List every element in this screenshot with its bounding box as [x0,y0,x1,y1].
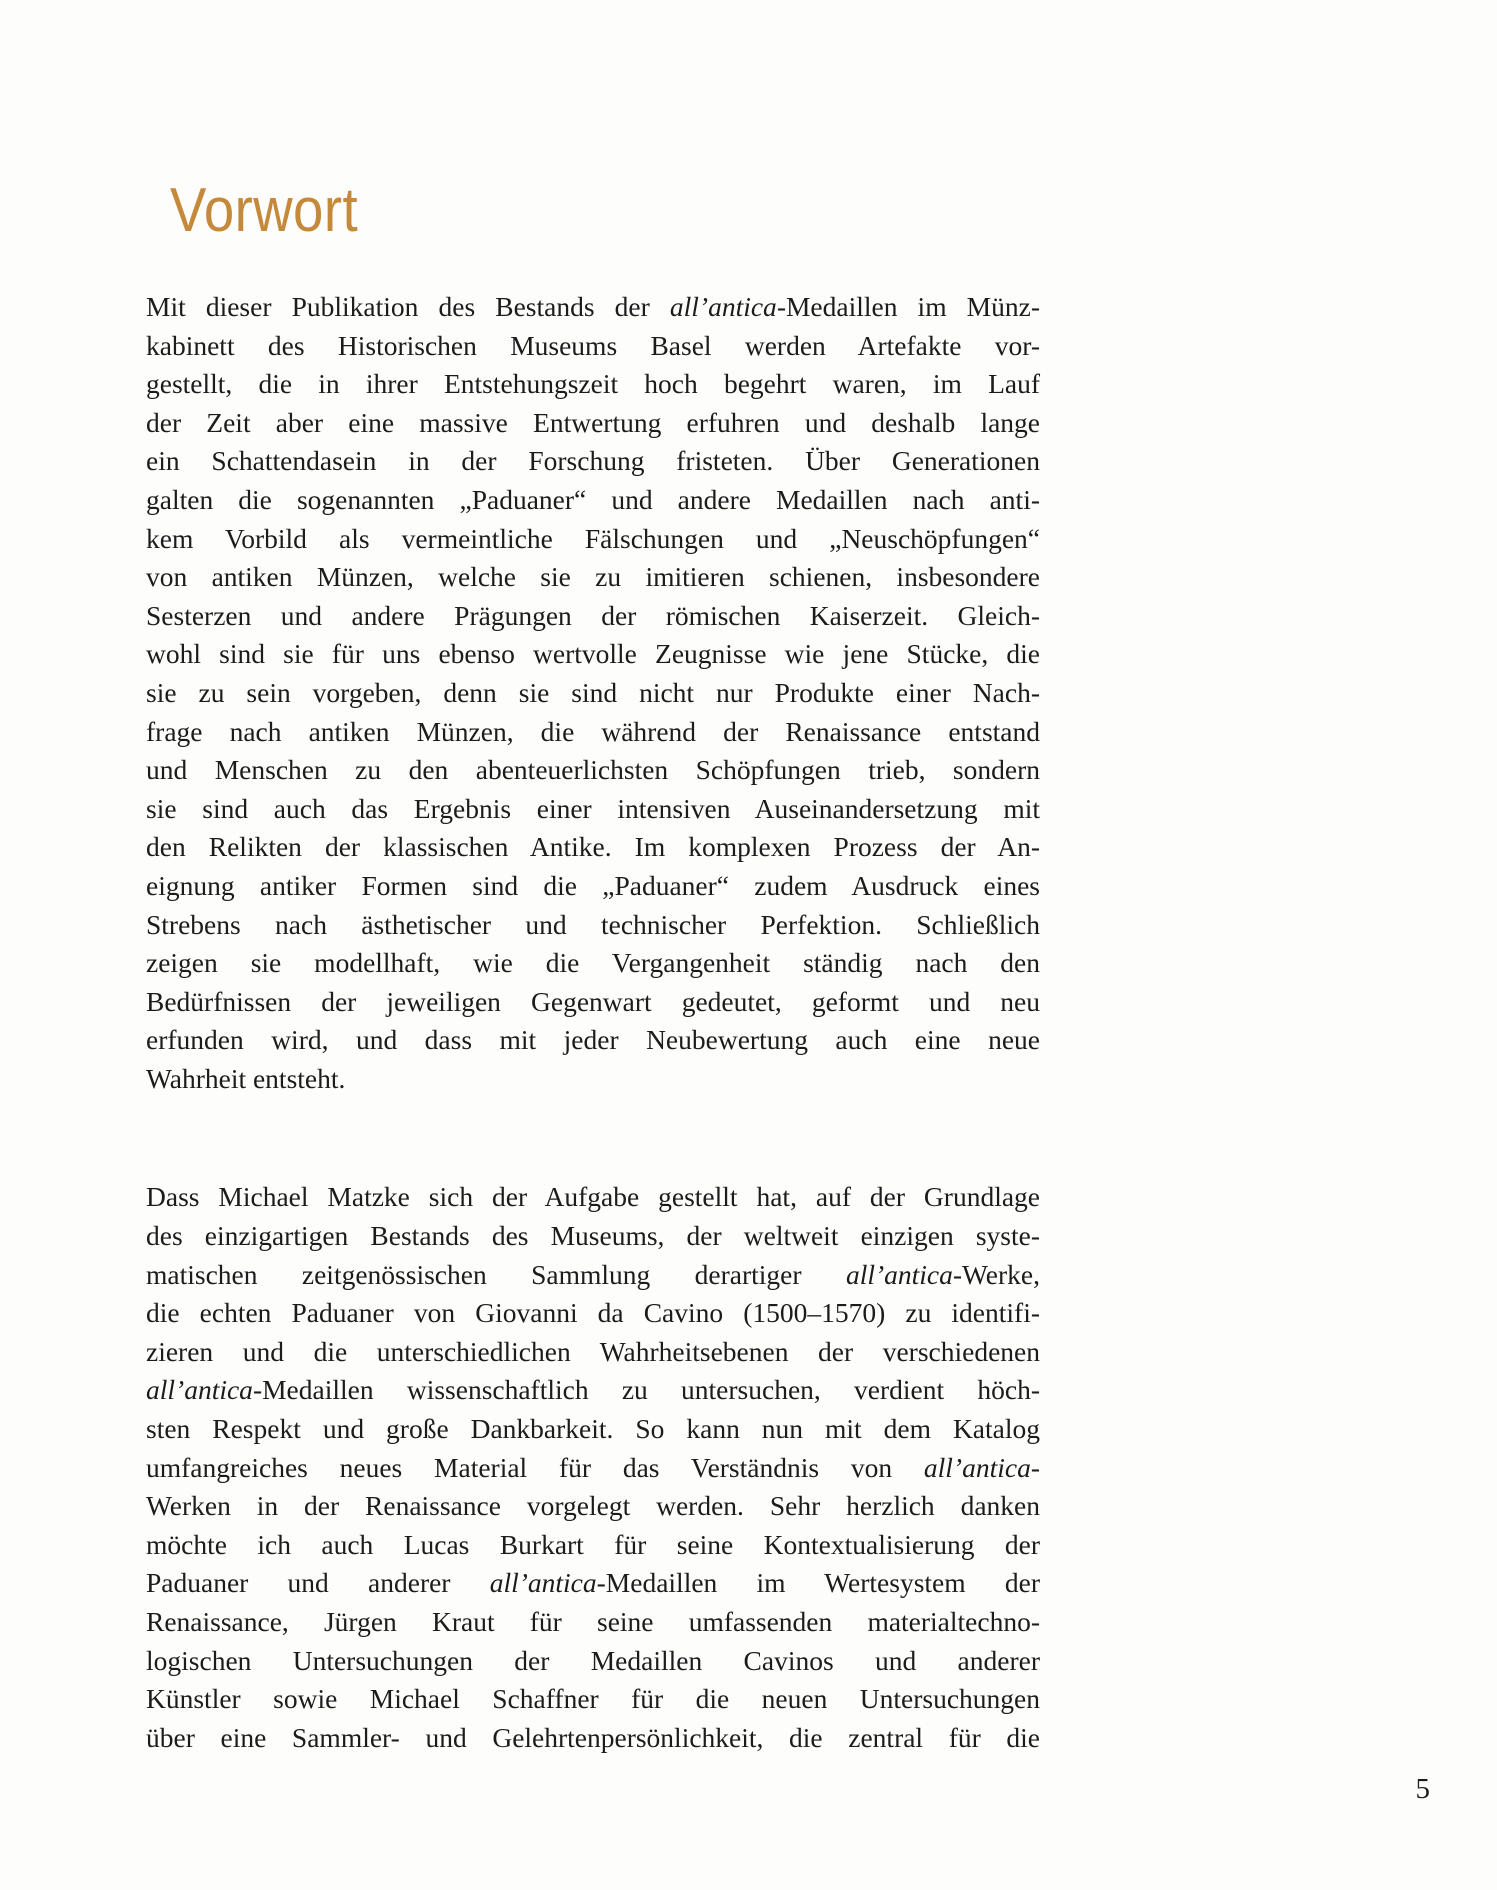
page-title: Vorwort [170,176,359,245]
text-line [146,365,1040,404]
text-segment: - [1030,1451,1040,1483]
text-segment: matischen zeitgenössischen Sammlung derartiger [146,1258,846,1290]
text-line [146,944,1040,983]
body-text [146,288,1040,1757]
text-segment: zieren und die unterschiedlichen Wahrheitsebenen der verschiedenen [146,1335,1040,1367]
text-segment: von antiken Münzen, welche sie zu imitieren schienen, insbesondere [146,561,1040,593]
text-segment: wohl sind sie für uns ebenso wertvolle Zeugnisse wie jene Stücke, die [146,638,1040,670]
text-line [146,1333,1040,1372]
text-line [146,1256,1040,1295]
page-number: 5 [1415,1773,1430,1805]
text-line [146,751,1040,790]
text-line [146,867,1040,906]
italic-text: all’antica [923,1451,1031,1483]
text-line [146,1603,1040,1642]
text-line [146,404,1040,443]
text-segment: des einzigartigen Bestands des Museums, der weltweit einzigen syste- [146,1220,1040,1252]
text-line [146,597,1040,636]
text-segment: Wahrheit entsteht. [146,1062,346,1094]
text-segment: erfunden wird, und dass mit jeder Neubewertung auch eine neue [146,1024,1040,1056]
text-segment: sie zu sein vorgeben, denn sie sind nicht nur Produkte einer Nach- [146,676,1040,708]
text-line [146,327,1040,366]
text-line [146,674,1040,713]
text-line [146,983,1040,1022]
text-line [146,790,1040,829]
text-segment: eignung antiker Formen sind die „Paduaner“ zudem Ausdruck eines [146,869,1040,901]
italic-text: all’antica [669,291,777,322]
text-line [146,558,1040,597]
text-segment: Werken in der Renaissance vorgelegt werden. Sehr herzlich danken [146,1490,1040,1522]
text-segment: sie sind auch das Ergebnis einer intensiven Auseinandersetzung mit [146,792,1040,824]
text-line [146,481,1040,520]
text-segment: -Werke, [952,1258,1040,1290]
text-line [146,1371,1040,1410]
text-segment: -Medaillen im Wertesystem der [596,1567,1040,1599]
text-segment: sten Respekt und große Dankbarkeit. So kann nun mit dem Katalog [146,1413,1040,1445]
text-line [146,828,1040,867]
text-segment: den Relikten der klassischen Antike. Im komplexen Prozess der An- [146,831,1040,863]
text-segment: zeigen sie modellhaft, wie die Vergangenheit ständig nach den [146,947,1040,979]
text-line [146,1410,1040,1449]
italic-text: all’antica [146,1374,253,1406]
text-segment: galten die sogenannten „Paduaner“ und andere Medaillen nach anti- [146,483,1040,515]
text-segment: umfangreiches neues Material für das Verständnis von [146,1451,924,1483]
paragraph [146,1178,1040,1757]
text-segment: Künstler sowie Michael Schaffner für die neuen Untersuchungen [146,1683,1040,1715]
text-segment: über eine Sammler- und Gelehrtenpersönlichkeit, die zentral für die [146,1721,1040,1753]
text-segment: die echten Paduaner von Giovanni da Cavino (1500–1570) zu identifi- [146,1297,1040,1329]
text-line [146,1526,1040,1565]
text-line [146,1487,1040,1526]
text-line [146,1642,1040,1681]
text-line [146,1060,1040,1099]
text-segment: ein Schattendasein in der Forschung fristeten. Über Generationen [146,445,1040,477]
text-line [146,906,1040,945]
text-line [146,520,1040,559]
text-segment: gestellt, die in ihrer Entstehungszeit hoch begehrt waren, im Lauf [146,368,1040,400]
text-line [146,1719,1040,1758]
text-segment: frage nach antiken Münzen, die während der Renaissance entstand [146,715,1040,747]
text-segment: Strebens nach ästhetischer und technischer Perfektion. Schließlich [146,908,1040,940]
text-segment: und Menschen zu den abenteuerlichsten Schöpfungen trieb, sondern [146,754,1040,786]
text-segment: Renaissance, Jürgen Kraut für seine umfassenden materialtechno- [146,1606,1040,1637]
text-segment: der Zeit aber eine massive Entwertung erfuhren und deshalb lange [146,406,1040,438]
text-segment: Bedürfnissen der jeweiligen Gegenwart gedeutet, geformt und neu [146,985,1040,1017]
text-line [146,288,1040,327]
text-line [146,1680,1040,1719]
text-line [146,1178,1040,1217]
text-line [146,1449,1040,1488]
text-line [146,442,1040,481]
italic-text: all’antica [845,1258,953,1290]
text-line [146,635,1040,674]
text-segment: möchte ich auch Lucas Burkart für seine Kontextualisierung der [146,1528,1040,1560]
text-line [146,1294,1040,1333]
text-segment: kem Vorbild als vermeintliche Fälschungen und „Neuschöpfungen“ [146,522,1040,554]
text-line [146,1021,1040,1060]
text-segment: -Medaillen wissenschaftlich zu untersuchen, verdient höch- [252,1374,1040,1406]
text-segment: Sesterzen und andere Prägungen der römischen Kaiserzeit. Gleich- [146,599,1040,631]
text-segment: logischen Untersuchungen der Medaillen Cavinos und anderer [146,1644,1040,1676]
text-segment: -Medaillen im Münz- [776,291,1041,322]
paragraph [146,288,1040,1098]
text-line [146,1217,1040,1256]
text-segment: kabinett des Historischen Museums Basel werden Artefakte vor- [146,329,1040,361]
text-segment: Dass Michael Matzke sich der Aufgabe gestellt hat, auf der Grundlage [146,1181,1040,1213]
text-line [146,1564,1040,1603]
italic-text: all’antica [489,1567,597,1599]
text-segment: Mit dieser Publikation des Bestands der [146,291,670,322]
text-line [146,713,1040,752]
text-segment: Paduaner und anderer [146,1567,490,1599]
